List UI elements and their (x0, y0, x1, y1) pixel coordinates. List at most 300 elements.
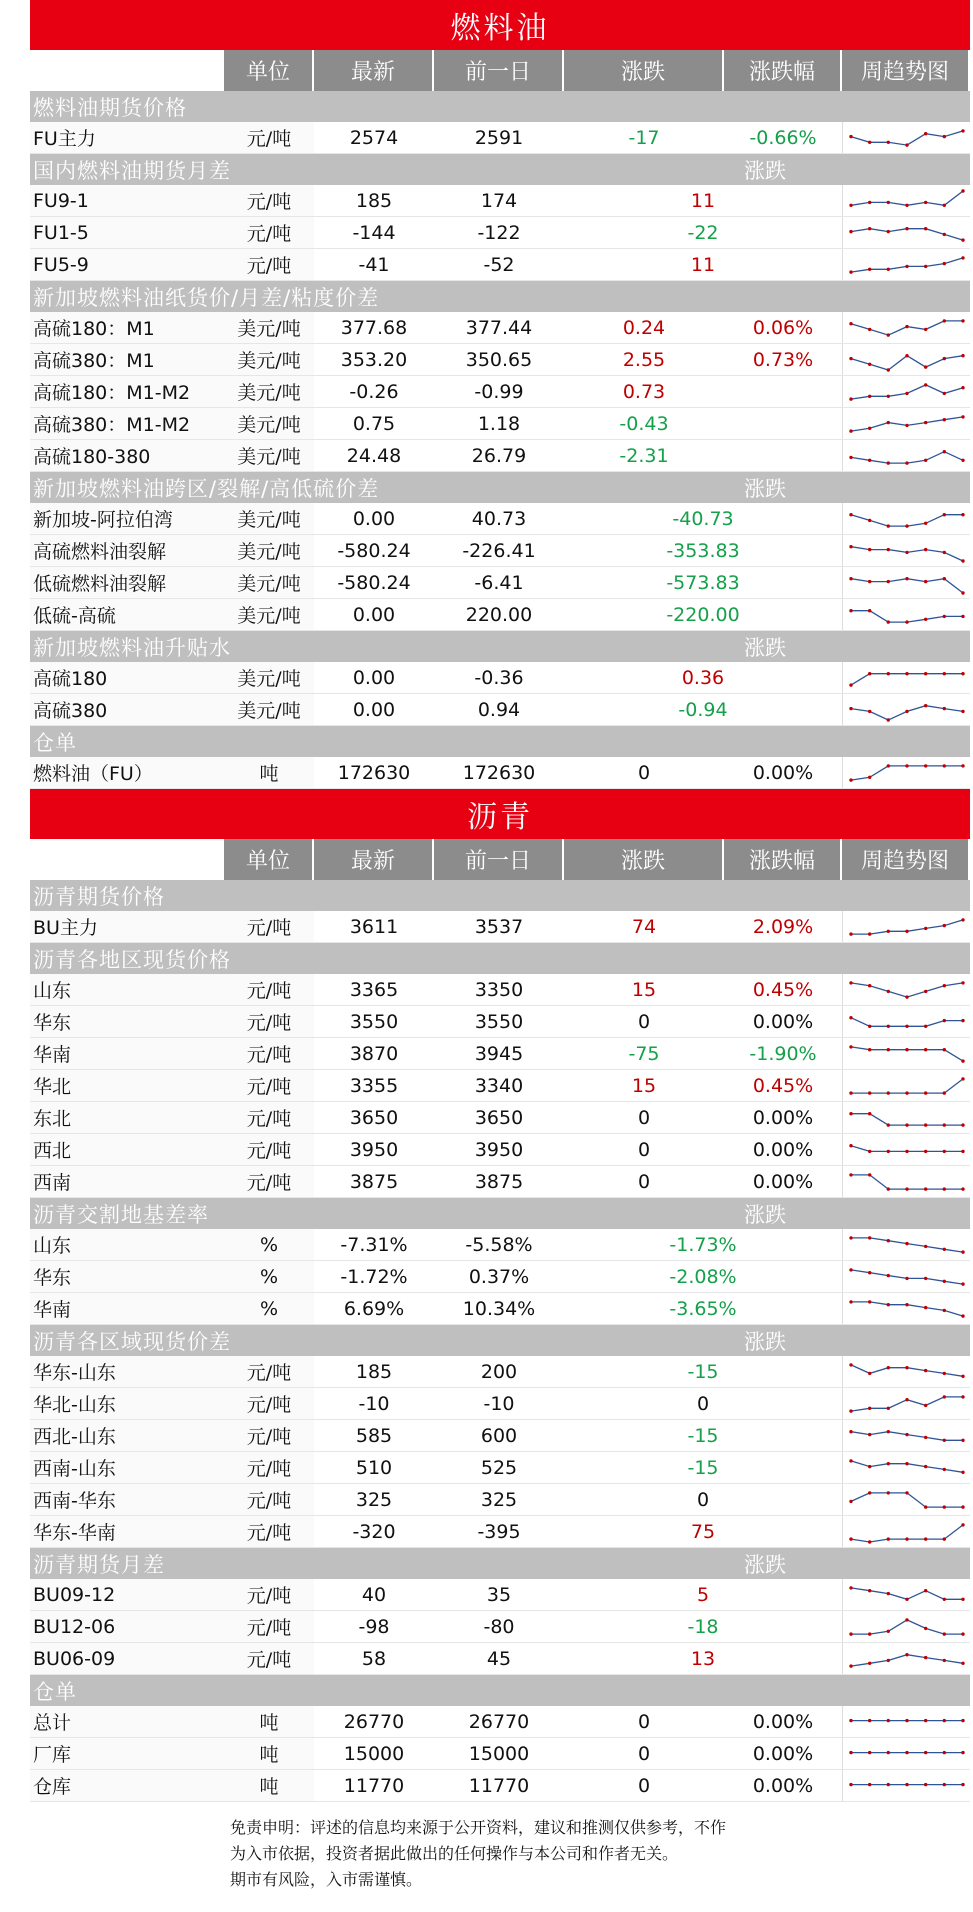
sparkline-point (942, 1750, 945, 1753)
row-trend (842, 1006, 970, 1037)
sparkline-point (961, 1314, 964, 1317)
row-latest: 510 (355, 1456, 393, 1479)
sparkline-point (868, 1432, 871, 1435)
sparkline-point (961, 614, 964, 617)
sparkline-point (961, 1018, 964, 1021)
sparkline-point (886, 1149, 889, 1152)
row-unit: 元/吨 (224, 1452, 314, 1483)
row-latest: -320 (352, 1520, 396, 1543)
sparkline-point (942, 1123, 945, 1126)
sparkline-point (868, 984, 871, 987)
row-unit: 元/吨 (224, 1102, 314, 1133)
row-change: 2.55 (622, 348, 666, 371)
sparkline-point (868, 267, 871, 270)
sparkline-point (849, 683, 852, 686)
sparkline-point (868, 1718, 871, 1721)
sparkline-point (886, 1537, 889, 1540)
sparkline-point (886, 1591, 889, 1594)
section-title: 新加坡燃料油升贴水 (33, 635, 231, 660)
sparkline-point (961, 129, 964, 132)
sparkline-point (849, 1586, 852, 1589)
weekly-trend-sparkline (845, 1390, 969, 1418)
sparkline-point (961, 1750, 964, 1753)
sparkline-point (849, 1537, 852, 1540)
sparkline-point (868, 1091, 871, 1094)
sparkline-point (886, 1718, 889, 1721)
weekly-trend-sparkline (845, 1136, 969, 1164)
sparkline-point (886, 140, 889, 143)
row-name: 高硫180-380 (30, 440, 224, 471)
sparkline-point (905, 391, 908, 394)
disclaimer (230, 1815, 960, 1893)
header-latest: 最新 (314, 839, 434, 880)
header-blank (30, 839, 224, 880)
sparkline-point (849, 229, 852, 232)
weekly-trend-sparkline (845, 1518, 969, 1546)
weekly-trend-sparkline (845, 1008, 969, 1036)
sparkline-point (849, 1173, 852, 1176)
sparkline-point (961, 1059, 964, 1062)
sparkline-point (961, 319, 964, 322)
sparkline-point (924, 1505, 927, 1508)
row-unit: 美元/吨 (224, 503, 314, 534)
table-row (30, 1006, 970, 1038)
sparkline-point (886, 1366, 889, 1369)
sparkline-point (905, 1597, 908, 1600)
row-prev: 15000 (468, 1742, 530, 1765)
sparkline-point (924, 704, 927, 707)
row-name: FU5-9 (30, 249, 224, 280)
sparkline-point (886, 1024, 889, 1027)
sparkline-point (849, 1430, 852, 1433)
row-prev: 0.37% (468, 1265, 530, 1288)
sparkline-point (961, 1632, 964, 1635)
row-change: -15 (687, 1456, 719, 1479)
sparkline-point (905, 354, 908, 357)
section-header (30, 880, 970, 911)
sparkline-point (849, 577, 852, 580)
section-header (30, 281, 970, 312)
sparkline-point (942, 391, 945, 394)
sparkline-point (849, 270, 852, 273)
row-name: BU06-09 (30, 1643, 224, 1674)
row-trend (842, 1102, 970, 1133)
sparkline-point (942, 1718, 945, 1721)
sparkline-point (961, 1282, 964, 1285)
sparkline-point (961, 513, 964, 516)
row-name: 华北 (30, 1070, 224, 1101)
sparkline-point (924, 1024, 927, 1027)
row-name: FU主力 (30, 122, 224, 153)
row-change: 0 (637, 1742, 651, 1765)
row-change: -573.83 (666, 571, 740, 594)
sparkline-point (905, 461, 908, 464)
row-latest: 2574 (349, 126, 399, 149)
section-header (30, 1198, 970, 1229)
row-prev: 200 (480, 1360, 518, 1383)
row-prev: 220.00 (465, 603, 533, 626)
row-pct: 0.00% (752, 1010, 814, 1033)
row-trend (842, 1038, 970, 1069)
section-title: 燃料油期货价格 (33, 95, 187, 120)
row-unit: 元/吨 (224, 974, 314, 1005)
sparkline-point (924, 1276, 927, 1279)
row-change: 13 (690, 1647, 716, 1670)
header-pct: 涨跌幅 (724, 50, 842, 91)
sparkline-point (849, 356, 852, 359)
row-prev: 26.79 (471, 444, 527, 467)
row-prev: -0.36 (474, 666, 524, 689)
sparkline-point (886, 1123, 889, 1126)
row-latest: 3875 (349, 1170, 399, 1193)
section-title: 沥青期货月差 (33, 1552, 165, 1577)
table-row (30, 217, 970, 249)
weekly-trend-sparkline (845, 1772, 969, 1800)
sparkline-point (942, 672, 945, 675)
column-header-row (30, 839, 970, 880)
sparkline-point (924, 1368, 927, 1371)
sparkline-point (924, 547, 927, 550)
row-trend (842, 1420, 970, 1451)
row-name: 高硫180：M1-M2 (30, 376, 224, 407)
sparkline-point (849, 455, 852, 458)
row-latest: 0.00 (352, 603, 396, 626)
row-pct: 0.00% (752, 1710, 814, 1733)
row-latest: 26770 (343, 1710, 405, 1733)
table-row (30, 1611, 970, 1643)
section-title: 仓单 (33, 730, 77, 755)
sparkline-point (924, 672, 927, 675)
sparkline-point (924, 1187, 927, 1190)
row-change: -40.73 (672, 507, 734, 530)
section-header (30, 943, 970, 974)
sparkline-point (924, 989, 927, 992)
weekly-trend-sparkline (845, 442, 969, 470)
sparkline-point (868, 394, 871, 397)
row-latest: 3550 (349, 1010, 399, 1033)
row-unit: % (224, 1229, 314, 1260)
row-unit: 元/吨 (224, 1038, 314, 1069)
block-title-text: 燃料油 (450, 11, 550, 46)
sparkline-point (886, 764, 889, 767)
header-unit: 单位 (224, 50, 314, 91)
row-latest: 325 (355, 1488, 393, 1511)
row-pct: 0.45% (752, 1074, 814, 1097)
table-row (30, 122, 970, 154)
row-name: BU09-12 (30, 1579, 224, 1610)
row-change: -15 (687, 1424, 719, 1447)
row-prev: 0.94 (477, 698, 521, 721)
sparkline-line (851, 1078, 963, 1092)
row-prev: -10 (483, 1392, 515, 1415)
row-latest: 40 (361, 1583, 387, 1606)
sparkline-point (905, 672, 908, 675)
sparkline-point (905, 324, 908, 327)
sparkline-point (924, 1464, 927, 1467)
row-change: 0.24 (622, 316, 666, 339)
row-change: 11 (690, 253, 716, 276)
weekly-trend-sparkline (845, 601, 969, 629)
table-row (30, 1261, 970, 1293)
sparkline-point (905, 1718, 908, 1721)
sparkline-point (924, 327, 927, 330)
row-unit: 美元/吨 (224, 662, 314, 693)
sparkline-point (961, 189, 964, 192)
table-row (30, 1484, 970, 1516)
row-pct: 0.45% (752, 978, 814, 1001)
sparkline-point (849, 429, 852, 432)
row-pct: 0.06% (752, 316, 814, 339)
sparkline-point (886, 579, 889, 582)
row-name: 低硫-高硫 (30, 599, 224, 630)
column-header-row (30, 50, 970, 91)
row-prev: 525 (480, 1456, 518, 1479)
weekly-trend-sparkline (845, 1263, 969, 1291)
sparkline-point (924, 1750, 927, 1753)
row-unit: % (224, 1293, 314, 1324)
row-prev: 600 (480, 1424, 518, 1447)
row-unit: 元/吨 (224, 249, 314, 280)
row-name: 华南 (30, 1293, 224, 1324)
sparkline-line (851, 1619, 963, 1633)
sparkline-point (942, 1371, 945, 1374)
sparkline-point (924, 383, 927, 386)
sparkline-point (868, 518, 871, 521)
sparkline-point (849, 1268, 852, 1271)
row-unit: 元/吨 (224, 1134, 314, 1165)
sparkline-line (851, 610, 963, 621)
sparkline-point (905, 1432, 908, 1435)
sparkline-line (851, 1113, 963, 1124)
table-row (30, 1293, 970, 1325)
sparkline-point (961, 764, 964, 767)
sparkline-point (924, 420, 927, 423)
table-row (30, 1516, 970, 1548)
table-row (30, 974, 970, 1006)
section-title: 沥青交割地基差率 (33, 1202, 209, 1227)
sparkline-point (942, 923, 945, 926)
section-change-label (690, 281, 840, 312)
section-header (30, 1675, 970, 1706)
sparkline-point (961, 1149, 964, 1152)
table-row (30, 757, 970, 789)
row-change: 5 (696, 1583, 710, 1606)
row-prev: 350.65 (465, 348, 533, 371)
sparkline-point (905, 1048, 908, 1051)
section-header (30, 726, 970, 757)
row-change: 0 (637, 1170, 651, 1193)
table-row (30, 1134, 970, 1166)
section-title: 国内燃料油期货月差 (33, 158, 231, 183)
sparkline-point (868, 1173, 871, 1176)
row-trend (842, 1070, 970, 1101)
table-row (30, 1388, 970, 1420)
sparkline-point (942, 1505, 945, 1508)
sparkline-point (905, 1149, 908, 1152)
sparkline-point (961, 1250, 964, 1253)
weekly-trend-sparkline (845, 976, 969, 1004)
weekly-trend-sparkline (845, 187, 969, 215)
section-header (30, 154, 970, 185)
sparkline-line (851, 1587, 963, 1598)
row-trend (842, 567, 970, 598)
row-pct (724, 408, 842, 439)
sparkline-point (849, 1632, 852, 1635)
row-unit: 元/吨 (224, 1516, 314, 1547)
sparkline-point (868, 327, 871, 330)
sparkline-point (961, 591, 964, 594)
row-name: 华东-山东 (30, 1356, 224, 1387)
sparkline-point (849, 1718, 852, 1721)
row-unit: 美元/吨 (224, 567, 314, 598)
sparkline-point (961, 1374, 964, 1377)
sparkline-point (924, 1655, 927, 1658)
sparkline-point (942, 1187, 945, 1190)
table-row (30, 1102, 970, 1134)
sparkline-point (924, 1782, 927, 1785)
row-change: 0 (637, 1106, 651, 1129)
weekly-trend-sparkline (845, 1231, 969, 1259)
sparkline-point (849, 1112, 852, 1115)
sparkline-point (868, 140, 871, 143)
row-prev: -52 (483, 253, 515, 276)
row-latest: 3870 (349, 1042, 399, 1065)
weekly-trend-sparkline (845, 505, 969, 533)
row-name: 华南 (30, 1038, 224, 1069)
sparkline-point (886, 929, 889, 932)
row-latest: -1.72% (340, 1265, 408, 1288)
row-prev: 3945 (474, 1042, 524, 1065)
sparkline-point (942, 1632, 945, 1635)
row-prev: 40.73 (471, 507, 527, 530)
sparkline-point (905, 1024, 908, 1027)
row-trend (842, 694, 970, 725)
sparkline-point (961, 238, 964, 241)
sparkline-point (849, 1499, 852, 1502)
sparkline-line (851, 982, 963, 996)
section-header (30, 1548, 970, 1579)
row-trend (842, 662, 970, 693)
row-name: 山东 (30, 1229, 224, 1260)
weekly-trend-sparkline (845, 696, 969, 724)
sparkline-point (886, 1091, 889, 1094)
section-change-label (690, 726, 840, 757)
row-trend (842, 249, 970, 280)
row-pct: -0.66% (749, 126, 817, 149)
row-name: FU9-1 (30, 185, 224, 216)
row-name: 华东-华南 (30, 1516, 224, 1547)
table-row (30, 408, 970, 440)
sparkline-point (868, 1491, 871, 1494)
row-prev: 174 (480, 189, 518, 212)
section-header (30, 1325, 970, 1356)
weekly-trend-sparkline (845, 1358, 969, 1386)
table-row (30, 249, 970, 281)
sparkline-point (961, 1597, 964, 1600)
sparkline-point (924, 1718, 927, 1721)
sparkline-point (942, 1467, 945, 1470)
table-row (30, 1420, 970, 1452)
row-unit: 吨 (224, 1738, 314, 1769)
sparkline-point (849, 1300, 852, 1303)
block-title (30, 789, 970, 839)
row-name: 高硫180 (30, 662, 224, 693)
section-change-label: 涨跌 (744, 158, 786, 183)
sparkline-point (849, 1363, 852, 1366)
sparkline-point (868, 1406, 871, 1409)
row-change: 0 (637, 1774, 651, 1797)
row-prev: 2591 (474, 126, 524, 149)
sparkline-point (868, 1464, 871, 1467)
sparkline-point (942, 764, 945, 767)
sparkline-point (868, 362, 871, 365)
row-name: 华东 (30, 1261, 224, 1292)
sparkline-point (924, 1123, 927, 1126)
row-name: 东北 (30, 1102, 224, 1133)
section-change-label (690, 943, 840, 974)
row-trend (842, 1770, 970, 1801)
sparkline-point (905, 1123, 908, 1126)
sparkline-point (868, 579, 871, 582)
row-prev: 325 (480, 1488, 518, 1511)
table-row (30, 1770, 970, 1802)
table-row (30, 1356, 970, 1388)
sparkline-point (961, 1505, 964, 1508)
row-latest: 58 (361, 1647, 387, 1670)
sparkline-point (905, 1187, 908, 1190)
sparkline-point (924, 132, 927, 135)
row-trend (842, 974, 970, 1005)
sparkline-point (868, 1782, 871, 1785)
weekly-trend-sparkline (845, 1422, 969, 1450)
row-unit: 元/吨 (224, 1611, 314, 1642)
row-change: 74 (631, 915, 657, 938)
sparkline-point (886, 524, 889, 527)
sparkline-point (886, 229, 889, 232)
sparkline-point (961, 559, 964, 562)
sparkline-point (942, 232, 945, 235)
weekly-trend-sparkline (845, 1486, 969, 1514)
sparkline-point (924, 1048, 927, 1051)
table-row (30, 1452, 970, 1484)
sparkline-point (961, 386, 964, 389)
row-change: 0 (696, 1392, 710, 1415)
sparkline-point (868, 227, 871, 230)
row-name: 仓库 (30, 1770, 224, 1801)
weekly-trend-sparkline (845, 219, 969, 247)
sparkline-point (886, 200, 889, 203)
sparkline-point (905, 1462, 908, 1465)
row-latest: -580.24 (337, 571, 411, 594)
row-change: -3.65% (669, 1297, 737, 1320)
sparkline-line (851, 451, 963, 462)
row-unit: 吨 (224, 1770, 314, 1801)
row-prev: 45 (486, 1647, 512, 1670)
sparkline-point (924, 764, 927, 767)
weekly-trend-sparkline (845, 1168, 969, 1196)
sparkline-line (851, 228, 963, 239)
section-title: 沥青各地区现货价格 (33, 947, 231, 972)
sparkline-point (905, 1750, 908, 1753)
sparkline-point (886, 1239, 889, 1242)
table-row (30, 185, 970, 217)
row-latest: 6.69% (343, 1297, 405, 1320)
row-pct: 0.00% (752, 1106, 814, 1129)
weekly-trend-sparkline (845, 378, 969, 406)
row-name: 总计 (30, 1706, 224, 1737)
row-trend (842, 1643, 970, 1674)
sparkline-point (942, 513, 945, 516)
